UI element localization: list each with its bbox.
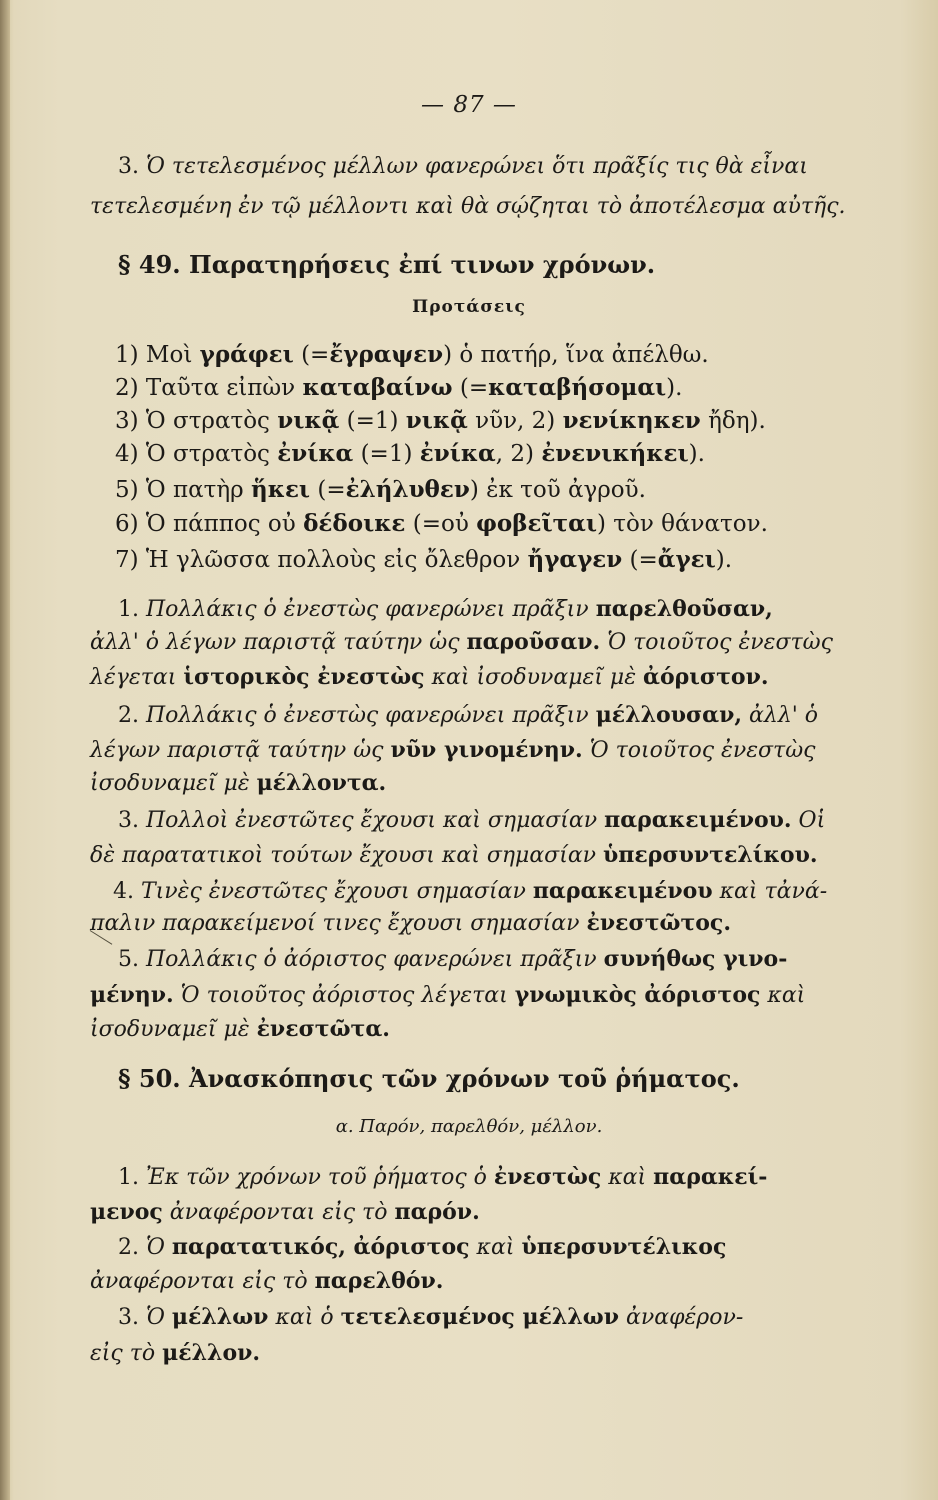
example-text: Ἡ γλῶσσα πολλοὺς εἰς ὄλεθρον xyxy=(145,547,528,573)
example-3 xyxy=(115,406,766,436)
note-text: λέγων παριστᾷ ταύτην ὡς xyxy=(90,738,391,763)
item-number: 3. xyxy=(118,1305,139,1330)
example-bold: νικᾷ xyxy=(277,407,340,434)
note-bold: νῦν γινομένην. xyxy=(390,737,583,763)
para3-number: 3. xyxy=(118,154,139,179)
note-bold: παροῦσαν. xyxy=(466,629,601,655)
para3-text-1: Ὁ τετελεσμένος μέλλων φανερώνει ὅτι πρᾶξίς τις θὰ εἶναι xyxy=(146,154,808,179)
note-text: παλιν παρακείμενοί τινες ἔχουσι σημασίαν xyxy=(90,911,587,936)
example-number: 4) xyxy=(115,441,139,467)
example-number: 3) xyxy=(115,408,139,434)
example-text: Ὁ πάππος οὐ xyxy=(145,511,304,537)
item-number: 2. xyxy=(118,1235,139,1260)
note-bold: μέλλοντα. xyxy=(256,770,387,796)
example-text: Μοὶ xyxy=(145,342,200,368)
example-number: 6) xyxy=(115,511,139,537)
example-bold: ἐνενικήκει xyxy=(541,440,689,467)
item-text: Ὁ xyxy=(146,1235,172,1260)
note-5-line1 xyxy=(118,944,787,975)
note-text: ἀλλ' ὁ xyxy=(742,703,819,728)
item-text: Ἐκ τῶν χρόνων τοῦ ῥήματος ὁ xyxy=(146,1165,494,1190)
example-text: (= xyxy=(293,342,330,368)
note-text: ἀλλ' ὁ λέγων παριστᾷ ταύτην ὡς xyxy=(90,630,467,655)
para3-text-2: τετελεσμένη ἐν τῷ μέλλοντι καὶ θὰ σῴζηται τὸ ἀποτέλεσμα αὐτῆς. xyxy=(90,194,846,219)
example-text: (=1) xyxy=(353,441,420,467)
item-text: ἀναφέρον- xyxy=(618,1305,744,1330)
note-number: 4. xyxy=(113,879,134,904)
example-text: ) ὁ πατήρ, ἵνα ἀπέλθω. xyxy=(443,342,709,368)
note-5-line2 xyxy=(90,980,805,1011)
item-2-line1 xyxy=(118,1232,726,1263)
example-7 xyxy=(115,545,732,575)
note-1-line1 xyxy=(118,594,773,625)
item-text: ἀναφέρονται εἰς τὸ xyxy=(162,1200,395,1225)
item-bold: τετελεσμένος μέλλων xyxy=(340,1304,619,1330)
note-text: Πολλάκις ὁ ἀόριστος φανερώνει πρᾶξιν xyxy=(146,947,604,972)
note-text: Οἱ xyxy=(791,808,826,833)
note-1-line2 xyxy=(90,627,833,658)
note-text: ἰσοδυναμεῖ μὲ xyxy=(90,1017,257,1042)
example-text: (= xyxy=(452,375,489,401)
note-text: Ὁ τοιοῦτος ἐνεστὼς xyxy=(582,738,816,763)
example-text: Ὁ στρατὸς xyxy=(145,441,278,467)
item-bold: παρατατικός, ἀόριστος xyxy=(171,1234,470,1260)
note-number: 1. xyxy=(118,597,139,622)
example-number: 2) xyxy=(115,375,139,401)
example-6 xyxy=(115,509,768,539)
example-bold: νενίκηκεν xyxy=(562,407,701,434)
note-text: ἰσοδυναμεῖ μὲ xyxy=(90,771,257,796)
section-50-subheading: α. Παρόν, παρελθόν, μέλλον. xyxy=(335,1116,603,1137)
example-number: 1) xyxy=(115,342,139,368)
item-3-line1 xyxy=(118,1302,743,1333)
note-number: 5. xyxy=(118,947,139,972)
item-bold: μέλλων xyxy=(171,1304,269,1330)
note-text: Τινὲς ἐνεστῶτες ἔχουσι σημασίαν xyxy=(141,879,533,904)
item-bold: παρόν. xyxy=(394,1199,480,1225)
item-1-line2 xyxy=(90,1197,480,1228)
section-49-title: Παρατηρήσεις ἐπί τινων χρόνων. xyxy=(189,250,656,279)
example-text: Ὁ πατὴρ xyxy=(145,477,251,503)
example-bold: ἤγαγεν xyxy=(527,546,623,573)
section-50-title: Ἀνασκόπησις τῶν χρόνων τοῦ ῥήματος. xyxy=(189,1064,740,1093)
note-text: λέγεται xyxy=(90,665,184,690)
example-text: ). xyxy=(715,547,733,573)
note-3-line2 xyxy=(90,840,818,871)
note-bold: παρακειμένου. xyxy=(604,807,792,833)
item-bold: μενος xyxy=(90,1199,163,1225)
note-bold: ἐνεστῶτος. xyxy=(586,910,731,936)
example-text: (= xyxy=(622,547,658,573)
item-2-line2 xyxy=(90,1266,443,1297)
item-text: εἰς τὸ xyxy=(90,1341,163,1366)
item-1-line1 xyxy=(118,1162,767,1193)
note-bold: παρακειμένου xyxy=(532,878,713,904)
example-number: 5) xyxy=(115,477,139,503)
example-2 xyxy=(115,373,682,403)
note-2-line2 xyxy=(90,735,815,766)
note-bold: συνήθως γινο- xyxy=(603,946,788,972)
section-50-heading xyxy=(118,1064,740,1094)
example-bold: φοβεῖται xyxy=(476,510,597,537)
item-text: ἀναφέρονται εἰς τὸ xyxy=(90,1269,315,1294)
note-4-line1 xyxy=(113,876,827,907)
note-bold: παρελθοῦσαν, xyxy=(595,596,773,622)
note-text: Ὁ τοιοῦτος ἀόριστος λέγεται xyxy=(173,983,515,1008)
example-bold: καταβαίνω xyxy=(302,374,453,401)
example-text: ) τὸν θάνατον. xyxy=(596,511,768,537)
note-text: καὶ ἰσοδυναμεῖ μὲ xyxy=(424,665,644,690)
note-bold: ἱστορικὸς ἐνεστὼς xyxy=(183,664,425,690)
example-bold: καταβήσομαι xyxy=(488,374,667,401)
note-5-line3 xyxy=(90,1014,390,1045)
note-text: Πολλάκις ὁ ἐνεστὼς φανερώνει πρᾶξιν xyxy=(146,597,596,622)
note-bold: ἐνεστῶτα. xyxy=(256,1016,390,1042)
example-bold: ἐλήλυθεν xyxy=(345,476,470,503)
example-bold: ἐνίκα xyxy=(419,440,496,467)
example-text: (=οὐ xyxy=(405,511,477,537)
note-3-line1 xyxy=(118,805,825,836)
example-text: (= xyxy=(310,477,346,503)
note-bold: ἀόριστον. xyxy=(643,664,769,690)
item-number: 1. xyxy=(118,1165,139,1190)
item-bold: ὑπερσυντέλικος xyxy=(521,1234,727,1260)
example-4 xyxy=(115,439,705,469)
note-4-line2 xyxy=(90,908,731,939)
example-bold: νικᾷ xyxy=(405,407,468,434)
example-text: ). xyxy=(688,441,705,467)
note-number: 3. xyxy=(118,808,139,833)
para3-line1 xyxy=(118,152,808,182)
example-bold: ἄγει xyxy=(657,546,716,573)
section-49-subheading: Προτάσεις xyxy=(412,297,526,317)
section-49-heading xyxy=(118,250,655,280)
example-number: 7) xyxy=(115,547,139,573)
example-text: Ταῦτα εἰπὼν xyxy=(145,375,303,401)
note-number: 2. xyxy=(118,703,139,728)
example-text: Ὁ στρατὸς xyxy=(145,408,278,434)
example-text: , 2) xyxy=(495,441,542,467)
note-text: δὲ παρατατικοὶ τούτων ἔχουσι καὶ σημασίαν xyxy=(90,843,604,868)
para3-line2 xyxy=(90,192,846,222)
example-bold: ἔγραψεν xyxy=(329,341,444,368)
item-text: καὶ xyxy=(601,1165,654,1190)
note-text: καὶ xyxy=(760,983,806,1008)
example-bold: ἐνίκα xyxy=(277,440,354,467)
example-text: (=1) xyxy=(339,408,406,434)
item-text: καὶ xyxy=(469,1235,522,1260)
note-bold: μένην. xyxy=(90,982,174,1008)
note-text: Ὁ τοιοῦτος ἐνεστὼς xyxy=(600,630,833,655)
example-bold: δέδοικε xyxy=(303,510,406,537)
page-binding-edge xyxy=(0,0,10,1500)
note-bold: γνωμικὸς ἀόριστος xyxy=(514,982,761,1008)
example-text: ). xyxy=(666,375,683,401)
example-5 xyxy=(115,475,646,505)
note-bold: μέλλουσαν, xyxy=(595,702,743,728)
note-text: Πολλάκις ὁ ἐνεστὼς φανερώνει πρᾶξιν xyxy=(146,703,596,728)
example-text: ) ἐκ τοῦ ἀγροῦ. xyxy=(469,477,646,503)
item-text: Ὁ xyxy=(146,1305,172,1330)
item-bold: παρακεί- xyxy=(653,1164,768,1190)
note-text: καὶ τἀνά- xyxy=(712,879,828,904)
item-text: καὶ ὁ xyxy=(268,1305,341,1330)
item-bold: μέλλον. xyxy=(162,1340,261,1366)
page-number: — 87 — xyxy=(421,92,517,118)
section-49-number: § 49. xyxy=(118,250,181,279)
note-2-line1 xyxy=(118,700,818,731)
item-bold: παρελθόν. xyxy=(314,1268,444,1294)
note-bold: ὑπερσυντελίκου. xyxy=(603,842,818,868)
item-3-line2 xyxy=(90,1338,260,1369)
example-bold: ἥκει xyxy=(250,476,311,503)
item-bold: ἐνεστὼς xyxy=(493,1164,602,1190)
example-text: νῦν, 2) xyxy=(467,408,563,434)
section-50-number: § 50. xyxy=(118,1064,181,1093)
note-text: Πολλοὶ ἐνεστῶτες ἔχουσι καὶ σημασίαν xyxy=(146,808,605,833)
note-1-line3 xyxy=(90,662,769,693)
example-1 xyxy=(115,340,709,370)
note-2-line3 xyxy=(90,768,386,799)
example-bold: γράφει xyxy=(199,341,294,368)
example-text: ἤδη). xyxy=(700,408,766,434)
